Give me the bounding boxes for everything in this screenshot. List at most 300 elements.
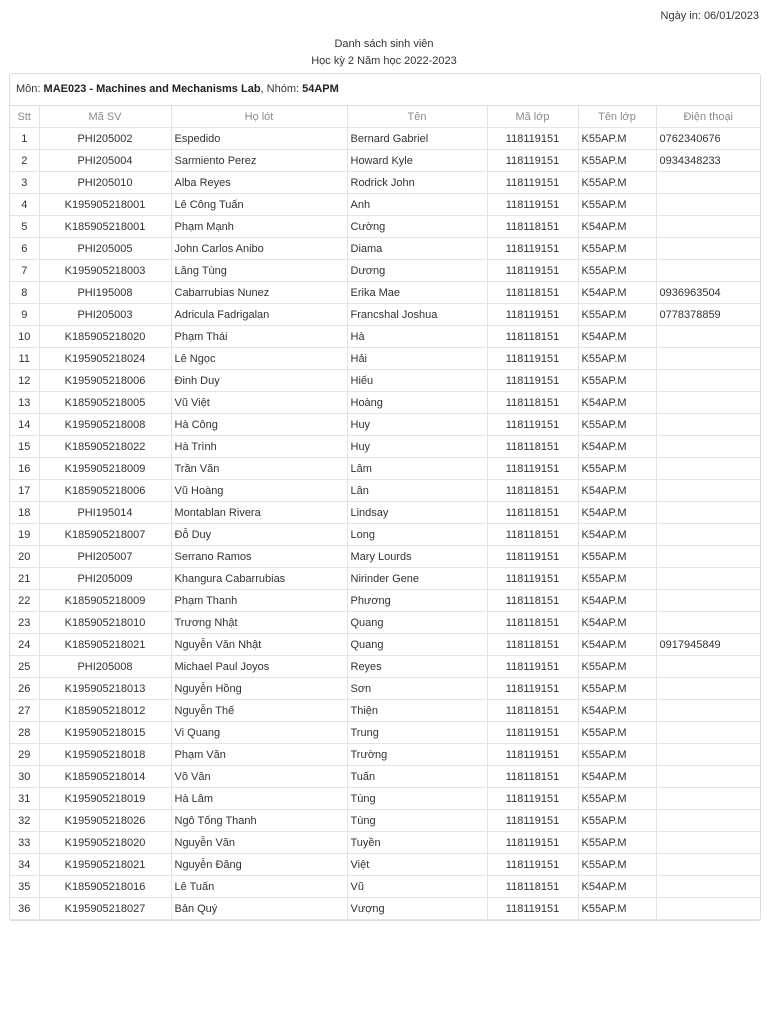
- phone-cell: [656, 502, 760, 524]
- stt-cell: 33: [10, 832, 39, 854]
- student-id-cell: K195905218009: [39, 458, 171, 480]
- table-row: [10, 766, 760, 788]
- stt-cell: 35: [10, 876, 39, 898]
- stt-cell: 27: [10, 700, 39, 722]
- first-name-cell: Tùng: [347, 810, 487, 832]
- student-id-cell: K185905218001: [39, 216, 171, 238]
- class-code-cell: 118119151: [487, 304, 578, 326]
- class-name-cell: K54AP.M: [578, 216, 656, 238]
- middle-name-cell: Montablan Rivera: [171, 502, 347, 524]
- stt-cell: 6: [10, 238, 39, 260]
- first-name-cell: Hà: [347, 326, 487, 348]
- student-id-cell: PHI205009: [39, 568, 171, 590]
- class-name-cell: K54AP.M: [578, 612, 656, 634]
- phone-cell: [656, 568, 760, 590]
- class-name-cell: K54AP.M: [578, 590, 656, 612]
- document-header: [0, 36, 768, 70]
- class-name-cell: K55AP.M: [578, 348, 656, 370]
- stt-cell: 16: [10, 458, 39, 480]
- first-name-cell: Tùng: [347, 788, 487, 810]
- class-code-cell: 118119151: [487, 260, 578, 282]
- table-row: [10, 414, 760, 436]
- phone-cell: [656, 326, 760, 348]
- phone-cell: [656, 612, 760, 634]
- student-id-cell: PHI205008: [39, 656, 171, 678]
- first-name-cell: Mary Lourds: [347, 546, 487, 568]
- student-id-cell: K195905218013: [39, 678, 171, 700]
- phone-cell: [656, 480, 760, 502]
- table-row: [10, 480, 760, 502]
- table-row: [10, 502, 760, 524]
- stt-cell: 24: [10, 634, 39, 656]
- student-id-cell: PHI205007: [39, 546, 171, 568]
- class-code-cell: 118119151: [487, 348, 578, 370]
- class-name-cell: K55AP.M: [578, 722, 656, 744]
- middle-name-cell: Nguyễn Hồng: [171, 678, 347, 700]
- class-code-cell: 118119151: [487, 788, 578, 810]
- phone-cell: [656, 656, 760, 678]
- first-name-cell: Hải: [347, 348, 487, 370]
- table-row: [10, 524, 760, 546]
- stt-cell: 25: [10, 656, 39, 678]
- table-row: [10, 810, 760, 832]
- first-name-cell: Nirinder Gene: [347, 568, 487, 590]
- table-row: [10, 700, 760, 722]
- table-row: [10, 744, 760, 766]
- middle-name-cell: John Carlos Anibo: [171, 238, 347, 260]
- student-id-cell: K185905218014: [39, 766, 171, 788]
- middle-name-cell: Vi Quang: [171, 722, 347, 744]
- course-info: [10, 74, 760, 106]
- column-header-student-id: Mã SV: [39, 106, 171, 128]
- first-name-cell: Cường: [347, 216, 487, 238]
- class-code-cell: 118118151: [487, 392, 578, 414]
- class-code-cell: 118118151: [487, 326, 578, 348]
- group-label: , Nhóm:: [260, 83, 300, 95]
- class-name-cell: K54AP.M: [578, 876, 656, 898]
- stt-cell: 30: [10, 766, 39, 788]
- class-name-cell: K54AP.M: [578, 634, 656, 656]
- phone-cell: [656, 194, 760, 216]
- student-id-cell: K195905218001: [39, 194, 171, 216]
- class-name-cell: K55AP.M: [578, 568, 656, 590]
- table-header-row: [10, 106, 760, 128]
- class-code-cell: 118119151: [487, 458, 578, 480]
- class-name-cell: K55AP.M: [578, 788, 656, 810]
- class-name-cell: K54AP.M: [578, 326, 656, 348]
- middle-name-cell: Alba Reyes: [171, 172, 347, 194]
- class-name-cell: K55AP.M: [578, 678, 656, 700]
- student-id-cell: K195905218019: [39, 788, 171, 810]
- first-name-cell: Việt: [347, 854, 487, 876]
- table-row: [10, 348, 760, 370]
- table-row: [10, 678, 760, 700]
- phone-cell: [656, 524, 760, 546]
- phone-cell: [656, 700, 760, 722]
- table-row: [10, 282, 760, 304]
- class-code-cell: 118119151: [487, 414, 578, 436]
- class-code-cell: 118118151: [487, 876, 578, 898]
- student-id-cell: K195905218008: [39, 414, 171, 436]
- class-code-cell: 118119151: [487, 568, 578, 590]
- stt-cell: 23: [10, 612, 39, 634]
- phone-cell: [656, 898, 760, 920]
- class-code-cell: 118119151: [487, 150, 578, 172]
- stt-cell: 7: [10, 260, 39, 282]
- class-name-cell: K55AP.M: [578, 832, 656, 854]
- middle-name-cell: Đỗ Duy: [171, 524, 347, 546]
- stt-cell: 17: [10, 480, 39, 502]
- class-code-cell: 118118151: [487, 590, 578, 612]
- middle-name-cell: Hà Công: [171, 414, 347, 436]
- stt-cell: 1: [10, 128, 39, 150]
- class-code-cell: 118119151: [487, 678, 578, 700]
- table-row: [10, 458, 760, 480]
- table-row: [10, 656, 760, 678]
- class-code-cell: 118119151: [487, 128, 578, 150]
- first-name-cell: Anh: [347, 194, 487, 216]
- stt-cell: 14: [10, 414, 39, 436]
- student-id-cell: K195905218015: [39, 722, 171, 744]
- table-row: [10, 326, 760, 348]
- phone-cell: [656, 260, 760, 282]
- middle-name-cell: Phạm Thanh: [171, 590, 347, 612]
- class-name-cell: K54AP.M: [578, 700, 656, 722]
- stt-cell: 20: [10, 546, 39, 568]
- first-name-cell: Rodrick John: [347, 172, 487, 194]
- middle-name-cell: Lăng Tùng: [171, 260, 347, 282]
- class-name-cell: K55AP.M: [578, 260, 656, 282]
- table-row: [10, 590, 760, 612]
- phone-cell: [656, 238, 760, 260]
- middle-name-cell: Hà Lâm: [171, 788, 347, 810]
- class-code-cell: 118119151: [487, 832, 578, 854]
- class-name-cell: K55AP.M: [578, 414, 656, 436]
- class-code-cell: 118119151: [487, 898, 578, 920]
- middle-name-cell: Trần Văn: [171, 458, 347, 480]
- middle-name-cell: Phạm Văn: [171, 744, 347, 766]
- class-code-cell: 118119151: [487, 722, 578, 744]
- phone-cell: 0917945849: [656, 634, 760, 656]
- stt-cell: 26: [10, 678, 39, 700]
- table-row: [10, 898, 760, 920]
- table-row: [10, 634, 760, 656]
- student-id-cell: K195905218020: [39, 832, 171, 854]
- student-id-cell: K195905218026: [39, 810, 171, 832]
- middle-name-cell: Phạm Mạnh: [171, 216, 347, 238]
- first-name-cell: Trường: [347, 744, 487, 766]
- table-row: [10, 370, 760, 392]
- student-id-cell: K195905218018: [39, 744, 171, 766]
- student-id-cell: K185905218005: [39, 392, 171, 414]
- middle-name-cell: Ngô Tống Thanh: [171, 810, 347, 832]
- class-name-cell: K54AP.M: [578, 480, 656, 502]
- column-header-phone: Điện thoại: [656, 106, 760, 128]
- class-code-cell: 118118151: [487, 612, 578, 634]
- table-row: [10, 260, 760, 282]
- middle-name-cell: Michael Paul Joyos: [171, 656, 347, 678]
- student-id-cell: PHI195014: [39, 502, 171, 524]
- phone-cell: [656, 876, 760, 898]
- first-name-cell: Huy: [347, 414, 487, 436]
- column-header-class-name: Tên lớp: [578, 106, 656, 128]
- class-name-cell: K55AP.M: [578, 546, 656, 568]
- student-id-cell: K185905218020: [39, 326, 171, 348]
- class-name-cell: K54AP.M: [578, 524, 656, 546]
- middle-name-cell: Lê Ngọc: [171, 348, 347, 370]
- phone-cell: [656, 172, 760, 194]
- page-title: Danh sách sinh viên: [334, 38, 434, 50]
- column-header-stt: Stt: [10, 106, 39, 128]
- table-row: [10, 854, 760, 876]
- stt-cell: 21: [10, 568, 39, 590]
- class-name-cell: K55AP.M: [578, 150, 656, 172]
- class-name-cell: K54AP.M: [578, 766, 656, 788]
- class-name-cell: K54AP.M: [578, 282, 656, 304]
- class-name-cell: K55AP.M: [578, 304, 656, 326]
- stt-cell: 13: [10, 392, 39, 414]
- middle-name-cell: Hà Trình: [171, 436, 347, 458]
- phone-cell: 0936963504: [656, 282, 760, 304]
- class-code-cell: 118119151: [487, 194, 578, 216]
- student-id-cell: PHI205004: [39, 150, 171, 172]
- middle-name-cell: Espedido: [171, 128, 347, 150]
- student-id-cell: PHI195008: [39, 282, 171, 304]
- course-name: MAE023 - Machines and Mechanisms Lab: [43, 83, 261, 95]
- stt-cell: 18: [10, 502, 39, 524]
- phone-cell: [656, 678, 760, 700]
- class-name-cell: K54AP.M: [578, 436, 656, 458]
- first-name-cell: Hiếu: [347, 370, 487, 392]
- phone-cell: [656, 348, 760, 370]
- middle-name-cell: Bản Quý: [171, 898, 347, 920]
- middle-name-cell: Cabarrubias Nunez: [171, 282, 347, 304]
- stt-cell: 22: [10, 590, 39, 612]
- phone-cell: [656, 414, 760, 436]
- table-row: [10, 172, 760, 194]
- middle-name-cell: Trương Nhật: [171, 612, 347, 634]
- stt-cell: 32: [10, 810, 39, 832]
- first-name-cell: Vũ: [347, 876, 487, 898]
- student-id-cell: K195905218027: [39, 898, 171, 920]
- class-code-cell: 118118151: [487, 766, 578, 788]
- table-row: [10, 216, 760, 238]
- student-list-panel: [9, 73, 761, 921]
- first-name-cell: Phương: [347, 590, 487, 612]
- phone-cell: [656, 810, 760, 832]
- table-row: [10, 238, 760, 260]
- class-code-cell: 118118151: [487, 700, 578, 722]
- column-header-class-code: Mã lớp: [487, 106, 578, 128]
- student-id-cell: K185905218010: [39, 612, 171, 634]
- class-code-cell: 118119151: [487, 172, 578, 194]
- phone-cell: [656, 722, 760, 744]
- first-name-cell: Erika Mae: [347, 282, 487, 304]
- student-id-cell: K195905218021: [39, 854, 171, 876]
- first-name-cell: Huy: [347, 436, 487, 458]
- middle-name-cell: Lê Tuấn: [171, 876, 347, 898]
- middle-name-cell: Adricula Fadrigalan: [171, 304, 347, 326]
- stt-cell: 8: [10, 282, 39, 304]
- student-id-cell: K185905218016: [39, 876, 171, 898]
- class-name-cell: K55AP.M: [578, 238, 656, 260]
- phone-cell: [656, 546, 760, 568]
- class-name-cell: K55AP.M: [578, 128, 656, 150]
- first-name-cell: Quang: [347, 634, 487, 656]
- middle-name-cell: Phạm Thái: [171, 326, 347, 348]
- class-name-cell: K55AP.M: [578, 744, 656, 766]
- middle-name-cell: Nguyễn Đăng: [171, 854, 347, 876]
- class-name-cell: K55AP.M: [578, 370, 656, 392]
- class-name-cell: K54AP.M: [578, 502, 656, 524]
- course-label: Môn:: [16, 83, 41, 95]
- middle-name-cell: Nguyễn Thế: [171, 700, 347, 722]
- first-name-cell: Tuấn: [347, 766, 487, 788]
- table-row: [10, 304, 760, 326]
- column-header-first-name: Tên: [347, 106, 487, 128]
- table-row: [10, 150, 760, 172]
- phone-cell: [656, 590, 760, 612]
- middle-name-cell: Sarmiento Perez: [171, 150, 347, 172]
- table-row: [10, 612, 760, 634]
- class-name-cell: K55AP.M: [578, 656, 656, 678]
- stt-cell: 4: [10, 194, 39, 216]
- student-id-cell: K185905218009: [39, 590, 171, 612]
- phone-cell: [656, 788, 760, 810]
- student-id-cell: PHI205003: [39, 304, 171, 326]
- stt-cell: 28: [10, 722, 39, 744]
- stt-cell: 2: [10, 150, 39, 172]
- class-code-cell: 118118151: [487, 524, 578, 546]
- phone-cell: 0934348233: [656, 150, 760, 172]
- table-row: [10, 436, 760, 458]
- class-name-cell: K55AP.M: [578, 898, 656, 920]
- class-name-cell: K55AP.M: [578, 194, 656, 216]
- student-id-cell: PHI205010: [39, 172, 171, 194]
- class-code-cell: 118118151: [487, 502, 578, 524]
- stt-cell: 11: [10, 348, 39, 370]
- page-subtitle: Học kỳ 2 Năm học 2022-2023: [311, 55, 457, 67]
- first-name-cell: Vượng: [347, 898, 487, 920]
- first-name-cell: Sơn: [347, 678, 487, 700]
- student-id-cell: K195905218024: [39, 348, 171, 370]
- class-code-cell: 118119151: [487, 810, 578, 832]
- table-row: [10, 546, 760, 568]
- phone-cell: [656, 216, 760, 238]
- phone-cell: [656, 832, 760, 854]
- first-name-cell: Lâm: [347, 458, 487, 480]
- class-code-cell: 118119151: [487, 546, 578, 568]
- student-id-cell: K195905218003: [39, 260, 171, 282]
- table-row: [10, 568, 760, 590]
- middle-name-cell: Đinh Duy: [171, 370, 347, 392]
- student-id-cell: PHI205002: [39, 128, 171, 150]
- stt-cell: 31: [10, 788, 39, 810]
- first-name-cell: Trung: [347, 722, 487, 744]
- first-name-cell: Thiện: [347, 700, 487, 722]
- table-row: [10, 876, 760, 898]
- phone-cell: [656, 392, 760, 414]
- class-name-cell: K54AP.M: [578, 392, 656, 414]
- phone-cell: [656, 744, 760, 766]
- stt-cell: 5: [10, 216, 39, 238]
- stt-cell: 3: [10, 172, 39, 194]
- middle-name-cell: Vũ Việt: [171, 392, 347, 414]
- stt-cell: 19: [10, 524, 39, 546]
- student-id-cell: K185905218021: [39, 634, 171, 656]
- middle-name-cell: Vũ Hoàng: [171, 480, 347, 502]
- first-name-cell: Francshal Joshua: [347, 304, 487, 326]
- phone-cell: [656, 766, 760, 788]
- table-row: [10, 788, 760, 810]
- phone-cell: 0778378859: [656, 304, 760, 326]
- middle-name-cell: Khangura Cabarrubias: [171, 568, 347, 590]
- column-header-middle-name: Họ lót: [171, 106, 347, 128]
- class-code-cell: 118118151: [487, 282, 578, 304]
- middle-name-cell: Nguyễn Văn Nhật: [171, 634, 347, 656]
- student-id-cell: K185905218012: [39, 700, 171, 722]
- phone-cell: 0762340676: [656, 128, 760, 150]
- stt-cell: 36: [10, 898, 39, 920]
- first-name-cell: Diama: [347, 238, 487, 260]
- class-name-cell: K55AP.M: [578, 172, 656, 194]
- table-row: [10, 128, 760, 150]
- first-name-cell: Dương: [347, 260, 487, 282]
- class-code-cell: 118118151: [487, 634, 578, 656]
- table-row: [10, 392, 760, 414]
- print-date: Ngày in: 06/01/2023: [660, 10, 759, 22]
- class-code-cell: 118119151: [487, 238, 578, 260]
- middle-name-cell: Võ Văn: [171, 766, 347, 788]
- first-name-cell: Tuyền: [347, 832, 487, 854]
- first-name-cell: Long: [347, 524, 487, 546]
- table-row: [10, 832, 760, 854]
- first-name-cell: Lindsay: [347, 502, 487, 524]
- phone-cell: [656, 370, 760, 392]
- student-id-cell: K185905218022: [39, 436, 171, 458]
- middle-name-cell: Lê Công Tuấn: [171, 194, 347, 216]
- phone-cell: [656, 458, 760, 480]
- stt-cell: 15: [10, 436, 39, 458]
- student-id-cell: K185905218007: [39, 524, 171, 546]
- stt-cell: 10: [10, 326, 39, 348]
- student-id-cell: PHI205005: [39, 238, 171, 260]
- class-name-cell: K55AP.M: [578, 810, 656, 832]
- class-name-cell: K55AP.M: [578, 854, 656, 876]
- table-row: [10, 722, 760, 744]
- middle-name-cell: Nguyễn Văn: [171, 832, 347, 854]
- class-code-cell: 118119151: [487, 656, 578, 678]
- table-row: [10, 194, 760, 216]
- class-code-cell: 118119151: [487, 854, 578, 876]
- first-name-cell: Lân: [347, 480, 487, 502]
- class-code-cell: 118118151: [487, 216, 578, 238]
- first-name-cell: Howard Kyle: [347, 150, 487, 172]
- student-id-cell: K185905218006: [39, 480, 171, 502]
- student-table: [10, 106, 760, 920]
- group-name: 54APM: [302, 83, 339, 95]
- class-code-cell: 118118151: [487, 436, 578, 458]
- class-code-cell: 118119151: [487, 744, 578, 766]
- first-name-cell: Quang: [347, 612, 487, 634]
- student-id-cell: K195905218006: [39, 370, 171, 392]
- middle-name-cell: Serrano Ramos: [171, 546, 347, 568]
- class-code-cell: 118119151: [487, 370, 578, 392]
- stt-cell: 29: [10, 744, 39, 766]
- stt-cell: 12: [10, 370, 39, 392]
- first-name-cell: Reyes: [347, 656, 487, 678]
- first-name-cell: Bernard Gabriel: [347, 128, 487, 150]
